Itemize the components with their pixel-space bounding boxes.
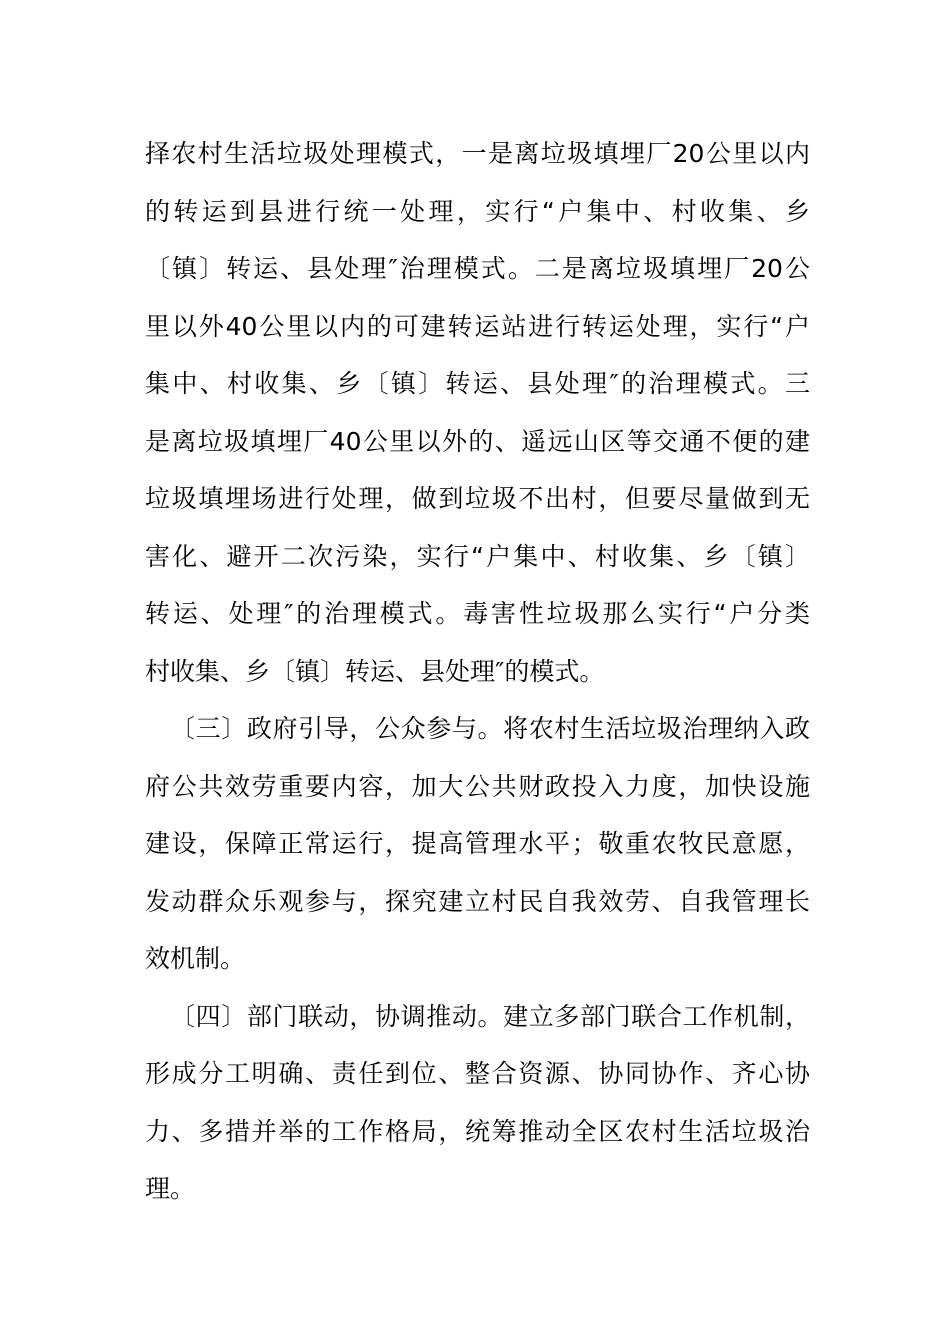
- text-line: 发动群众乐观参与，探究建立村民自我效劳、自我管理长: [145, 886, 810, 916]
- text-line: 府公共效劳重要内容，加大公共财政投入力度，加快设施: [145, 771, 810, 801]
- text-line: 理。: [145, 1174, 196, 1203]
- paragraph-section-four: [145, 988, 810, 1218]
- text-line: 害化、避开二次污染，实行“户集中、村收集、乡〔镇〕: [145, 541, 810, 571]
- text-line: 效机制。: [145, 944, 246, 973]
- text-line: 力、多措并举的工作格局，统筹推动全区农村生活垃圾治: [145, 1116, 810, 1146]
- text-line: 里以外40公里以内的可建转运站进行转运处理，实行“户: [145, 311, 810, 341]
- text-line: 垃圾填埋场进行处理，做到垃圾不出村，但要尽量做到无: [145, 484, 810, 513]
- document-body: [145, 125, 810, 1218]
- text-line: 〔镇〕转运、县处理″治理模式。二是离垃圾填埋厂20公: [145, 254, 810, 283]
- text-line: 的转运到县进行统一处理，实行“户集中、村收集、乡: [145, 196, 810, 226]
- text-line: 建设，保障正常运行，提高管理水平；敬重农牧民意愿，: [145, 829, 810, 858]
- text-line: 集中、村收集、乡〔镇〕转运、县处理″的治理模式。三: [145, 369, 810, 398]
- text-line: 是离垃圾填埋厂40公里以外的、遥远山区等交通不便的建: [145, 426, 810, 456]
- text-line: 择农村生活垃圾处理模式，一是离垃圾填埋厂20公里以内: [145, 139, 810, 168]
- paragraph-waste-processing-modes: [145, 125, 810, 700]
- text-line: 〔三〕政府引导，公众参与。将农村生活垃圾治理纳入政: [170, 714, 810, 743]
- paragraph-section-three: [145, 700, 810, 988]
- text-line: 形成分工明确、责任到位、整合资源、协同协作、齐心协: [145, 1059, 810, 1088]
- text-line: 〔四〕部门联动，协调推动。建立多部门联合工作机制，: [170, 1001, 810, 1031]
- text-line: 转运、处理″的治理模式。毒害性垃圾那么实行“户分类: [145, 599, 810, 628]
- text-line: 村收集、乡〔镇〕转运、县处理″的模式。: [145, 656, 605, 686]
